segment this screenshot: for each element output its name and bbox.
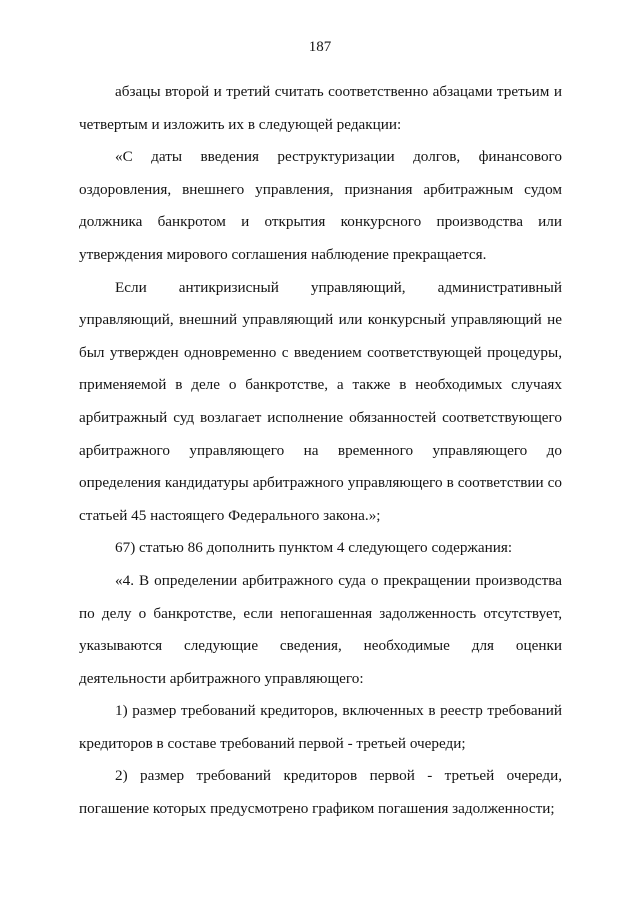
paragraph-2: «С даты введения реструктуризации долгов, финансового оздоровления, внешнего управления, признания арбитражным судом должника банкротом и открытия конкурсного производства или утверждения мирового соглашения наблюдение прекращается. — [79, 148, 562, 263]
page-number: 187 — [308, 39, 332, 55]
paragraph-3: Если антикризисный управляющий, административный управляющий, внешний управляющий или конкурсный управляющий не был утвержден одновременно с введением соответствующей процедуры, применяемой в деле о банкротстве, а также в необходимых случаях арбитражный суд возлагает исполнение обязанностей соответствующего арбитражного управляющего на временного управляющего до определения кандидатуры арбитражного управляющего в соответствии со статьей 45 настоящего Федерального закона.»; — [79, 278, 562, 524]
document-body — [79, 76, 562, 826]
paragraph-7: 2) размер требований кредиторов первой - третьей очереди, погашение которых предусмотрено графиком погашения задолженности; — [79, 767, 562, 818]
paragraph-4: 67) статью 86 дополнить пунктом 4 следующего содержания: — [115, 539, 513, 557]
paragraph-5: «4. В определении арбитражного суда о прекращении производства по делу о банкротстве, если непогашенная задолженность отсутствует, указываются следующие сведения, необходимые для оценки деятельности арбитражного управляющего: — [79, 571, 562, 687]
paragraph-6: 1) размер требований кредиторов, включенных в реестр требований кредиторов в составе требований первой - третьей очереди; — [79, 702, 562, 752]
paragraph-1: абзацы второй и третий считать соответственно абзацами третьим и четвертым и изложить их в следующей редакции: — [79, 83, 562, 133]
